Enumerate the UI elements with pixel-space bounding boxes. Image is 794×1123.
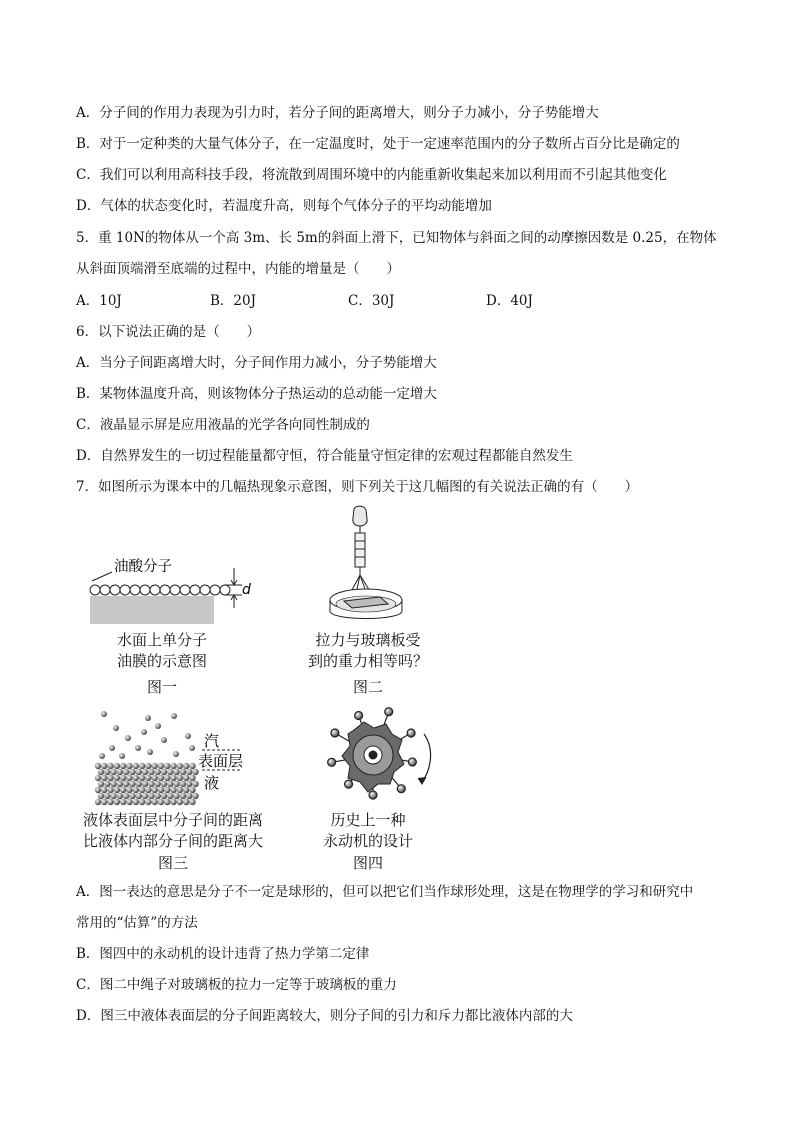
liquid-molecule	[189, 799, 195, 805]
liquid-molecule	[189, 775, 195, 781]
liquid-molecule	[183, 799, 189, 805]
figure-1-oil-film	[86, 550, 256, 630]
fig1-caption-line2: 油膜的示意图	[116, 652, 207, 670]
liquid-molecule	[114, 763, 120, 769]
liquid-molecule	[173, 769, 179, 775]
liquid-molecule	[129, 781, 135, 787]
liquid-molecule	[170, 799, 176, 805]
liquid-molecule	[167, 793, 173, 799]
liquid-molecule	[192, 793, 198, 799]
q6-stem: 6．以下说法正确的是（ ）	[76, 324, 261, 340]
fig2-caption-line2: 到的重力相等吗？	[307, 652, 428, 670]
fig1-label: 油酸分子	[114, 559, 172, 575]
liquid-molecule	[107, 787, 113, 793]
q4-option-d: D．气体的状态变化时，若温度升高，则每个气体分子的平均动能增加	[76, 198, 492, 214]
liquid-molecule	[158, 775, 164, 781]
liquid-molecule	[167, 781, 173, 787]
liquid-molecule	[129, 793, 135, 799]
liquid-molecule	[192, 781, 198, 787]
liquid-molecule	[161, 769, 167, 775]
liquid-molecule	[110, 793, 116, 799]
liquid-molecule	[95, 787, 101, 793]
fig3-caption-line1: 液体表面层中分子间的距离	[82, 811, 263, 829]
liquid-molecule	[152, 775, 158, 781]
wheel-ball	[385, 708, 393, 716]
liquid-molecule	[158, 763, 164, 769]
liquid-molecule	[183, 787, 189, 793]
liquid-molecule	[183, 775, 189, 781]
liquid-molecule	[145, 763, 151, 769]
liquid-molecule	[170, 763, 176, 769]
liquid-molecule	[110, 781, 116, 787]
liquid-molecule	[126, 787, 132, 793]
liquid-molecule	[148, 793, 154, 799]
liquid-molecule	[133, 787, 139, 793]
q5-option-b: B．20J	[210, 293, 257, 309]
liquid-molecule	[177, 763, 183, 769]
q7-option-b: B．图四中的永动机的设计违背了热力学第二定律	[76, 946, 370, 962]
liquid-molecule	[164, 763, 170, 769]
liquid-molecule	[180, 769, 186, 775]
q6-option-c: C．液晶显示屏是应用液晶的光学各向同性制成的	[76, 417, 370, 433]
fig4-caption-line1: 历史上一种	[330, 811, 406, 829]
figure-4-perpetual-motion-wheel	[318, 704, 438, 814]
q4-option-b: B．对于一定种类的大量气体分子，在一定温度时，处于一定速率范围内的分子数所占百分比是确定的	[76, 136, 680, 152]
fig1-name: 图一	[146, 678, 177, 696]
liquid-molecule	[189, 787, 195, 793]
liquid-molecule	[117, 781, 123, 787]
liquid-molecule	[164, 799, 170, 805]
liquid-molecule	[164, 775, 170, 781]
q7-option-a-line2: 常用的“估算”的方法	[76, 915, 198, 931]
liquid-molecule	[186, 769, 192, 775]
wheel-ball	[369, 791, 377, 799]
liquid-molecule	[95, 799, 101, 805]
liquid-molecule	[189, 763, 195, 769]
liquid-molecule	[177, 775, 183, 781]
liquid-molecule	[152, 799, 158, 805]
figure-2-glass-plate	[318, 505, 418, 627]
liquid-molecule	[104, 781, 110, 787]
liquid-molecule	[98, 781, 104, 787]
liquid-molecule	[126, 799, 132, 805]
liquid-molecule	[95, 775, 101, 781]
q7-option-c: C．图二中绳子对玻璃板的拉力一定等于玻璃板的重力	[76, 977, 397, 993]
liquid-molecule	[158, 787, 164, 793]
liquid-molecule	[117, 793, 123, 799]
liquid-molecule	[126, 775, 132, 781]
q7-option-d: D．图三中液体表面层的分子间距离较大，则分子间的引力和斥力都比液体内部的大	[76, 1008, 573, 1024]
wheel-ball	[407, 729, 415, 737]
figure-3-liquid-surface	[92, 708, 262, 808]
liquid-molecule	[142, 781, 148, 787]
liquid-molecule	[139, 799, 145, 805]
q6-option-a: A．当分子间距离增大时，分子间作用力减小，分子势能增大	[76, 355, 437, 371]
q7-stem: 7．如图所示为课本中的几幅热现象示意图，则下列关于这几幅图的有关说法正确的有（ ）	[76, 479, 639, 495]
liquid-molecule	[164, 787, 170, 793]
wheel-ball	[408, 758, 416, 766]
liquid-molecule	[177, 799, 183, 805]
liquid-molecule	[107, 763, 113, 769]
liquid-molecule	[120, 763, 126, 769]
liquid-molecule	[136, 769, 142, 775]
liquid-molecule	[133, 799, 139, 805]
liquid-molecule	[104, 793, 110, 799]
liquid-molecule	[114, 787, 120, 793]
wheel-ball	[397, 785, 405, 793]
liquid-molecule	[120, 787, 126, 793]
liquid-molecule	[123, 769, 129, 775]
fig3-label-surface: 表面层	[198, 752, 244, 770]
liquid-molecule	[142, 793, 148, 799]
liquid-molecule	[139, 763, 145, 769]
liquid-molecule	[95, 763, 101, 769]
liquid-molecule	[161, 793, 167, 799]
liquid-molecule	[104, 769, 110, 775]
liquid-molecule	[167, 769, 173, 775]
liquid-molecule	[186, 793, 192, 799]
liquid-molecule	[114, 799, 120, 805]
fig3-molecules	[99, 711, 195, 759]
liquid-molecule	[98, 769, 104, 775]
liquid-molecule	[110, 769, 116, 775]
q5-option-d: D．40J	[486, 293, 533, 309]
liquid-molecule	[123, 781, 129, 787]
liquid-molecule	[136, 793, 142, 799]
liquid-molecule	[177, 787, 183, 793]
liquid-molecule	[120, 775, 126, 781]
fig3-caption-line2: 比液体内部分子间的距离大	[82, 832, 263, 850]
q7-option-a-line1: A．图一表达的意思是分子不一定是球形的，但可以把它们当作球形处理，这是在物理学的学习和研究中	[76, 884, 694, 900]
wheel-ball	[331, 729, 339, 737]
liquid-molecule	[180, 793, 186, 799]
liquid-molecule	[155, 769, 161, 775]
liquid-molecule	[129, 769, 135, 775]
liquid-molecule	[145, 787, 151, 793]
liquid-molecule	[148, 781, 154, 787]
liquid-molecule	[145, 775, 151, 781]
liquid-molecule	[133, 763, 139, 769]
wheel-ball	[345, 780, 353, 788]
liquid-molecule	[133, 775, 139, 781]
liquid-molecule	[158, 799, 164, 805]
liquid-molecule	[101, 799, 107, 805]
fig3-label-liquid: 液	[204, 774, 220, 792]
q5-stem-line2: 从斜面顶端滑至底端的过程中，内能的增量是（ ）	[76, 261, 400, 277]
q5-stem-line1: 5．重 10N的物体从一个高 3m、长 5m的斜面上滑下，已知物体与斜面之间的动摩擦因数是 0.25，在物体	[76, 230, 717, 246]
q5-option-c: C．30J	[348, 293, 395, 309]
liquid-molecule	[139, 775, 145, 781]
liquid-molecule	[101, 787, 107, 793]
liquid-molecule	[170, 787, 176, 793]
liquid-molecule	[180, 781, 186, 787]
fig1-symbol-d: d	[242, 582, 251, 598]
fig3-label-gas: 汽	[204, 732, 220, 750]
q5-option-a: A．10J	[76, 293, 122, 309]
q4-option-a: A．分子间的作用力表现为引力时，若分子间的距离增大，则分子力减小，分子势能增大	[76, 105, 599, 121]
fig4-caption-line2: 永动机的设计	[322, 832, 413, 850]
liquid-molecule	[117, 769, 123, 775]
liquid-molecule	[107, 775, 113, 781]
liquid-molecule	[183, 763, 189, 769]
fig2-name: 图二	[352, 678, 383, 696]
liquid-molecule	[152, 787, 158, 793]
q6-option-b: B．某物体温度升高，则该物体分子热运动的总动能一定增大	[76, 386, 437, 402]
q6-option-d: D．自然界发生的一切过程能量都守恒，符合能量守恒定律的宏观过程都能自然发生	[76, 448, 573, 464]
liquid-molecule	[101, 763, 107, 769]
wheel-ball	[355, 712, 363, 720]
liquid-molecule	[173, 793, 179, 799]
liquid-molecule	[98, 793, 104, 799]
liquid-molecule	[161, 781, 167, 787]
liquid-molecule	[126, 763, 132, 769]
fig1-caption-line1: 水面上单分子	[116, 631, 207, 649]
liquid-molecule	[101, 775, 107, 781]
liquid-molecule	[148, 769, 154, 775]
fig3-name: 图三	[157, 854, 188, 872]
liquid-molecule	[186, 781, 192, 787]
liquid-molecule	[142, 769, 148, 775]
liquid-molecule	[173, 781, 179, 787]
liquid-molecule	[123, 793, 129, 799]
liquid-molecule	[139, 787, 145, 793]
q5-options	[76, 291, 716, 311]
liquid-molecule	[155, 793, 161, 799]
liquid-molecule	[114, 775, 120, 781]
q4-option-c: C．我们可以利用高科技手段，将流散到周围环境中的内能重新收集起来加以利用而不引起其他变化	[76, 167, 667, 183]
liquid-molecule	[120, 799, 126, 805]
fig4-name: 图四	[352, 854, 383, 872]
liquid-molecule	[155, 781, 161, 787]
fig2-caption-line1: 拉力与玻璃板受	[315, 631, 421, 649]
liquid-molecule	[170, 775, 176, 781]
wheel-ball	[328, 758, 336, 766]
liquid-molecule	[107, 799, 113, 805]
liquid-molecule	[152, 763, 158, 769]
liquid-molecule	[136, 781, 142, 787]
liquid-molecule	[145, 799, 151, 805]
fig3-dense-molecules	[95, 763, 199, 805]
